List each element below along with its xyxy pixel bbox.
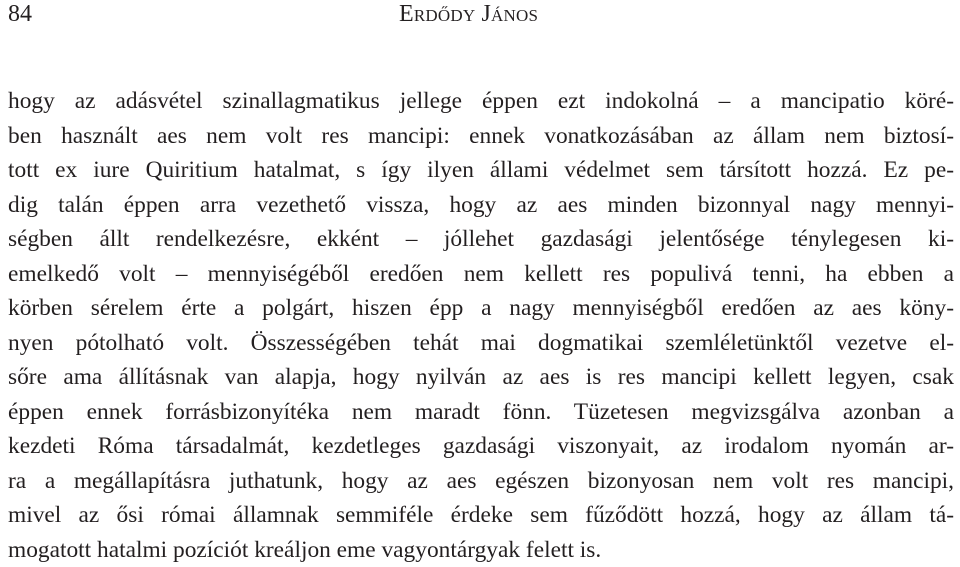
text-line: sőre ama állításnak van alapja, hogy nyilván az aes is res mancipi kellett legyen, csak [8,360,954,395]
text-line: tott ex iure Quiritium hatalmat, s így ilyen állami védelmet sem társított hozzá. Ez pe- [8,153,954,188]
text-line: éppen ennek forrásbizonyítéka nem maradt fönn. Tüzetesen megvizsgálva azonban a [8,395,954,430]
text-line: emelkedő volt – mennyiségéből eredően nem kellett res populivá tenni, ha ebben a [8,257,954,292]
body-paragraph [8,84,954,567]
text-line: ségben állt rendelkezésre, ekként – jóllehet gazdasági jelentősége ténylegesen ki- [8,222,954,257]
text-line: ra a megállapításra juthatunk, hogy az aes egészen bizonyosan nem volt res mancipi, [8,464,954,499]
text-line: hogy az adásvétel szinallagmatikus jellege éppen ezt indokolná – a mancipatio köré- [8,84,954,119]
text-line-last: mogatott hatalmi pozíciót kreáljon eme vagyontárgyak felett is. [8,533,954,567]
text-line: ben használt aes nem volt res mancipi: ennek vonatkozásában az állam nem biztosí- [8,119,954,154]
text-line: dig talán éppen arra vezethető vissza, hogy az aes minden bizonnyal nagy mennyi- [8,188,954,223]
page-number: 84 [8,0,32,28]
running-head: Erdődy János [399,0,538,28]
text-line: nyen pótolható volt. Összességében tehát mai dogmatikai szemléletünktől vezetve el- [8,326,954,361]
text-line: körben sérelem érte a polgárt, hiszen épp a nagy mennyiségből eredően az aes köny- [8,291,954,326]
text-line: mivel az ősi római államnak semmiféle érdeke sem fűződött hozzá, hogy az állam tá- [8,498,954,533]
text-line: kezdeti Róma társadalmát, kezdetleges gazdasági viszonyait, az irodalom nyomán ar- [8,429,954,464]
